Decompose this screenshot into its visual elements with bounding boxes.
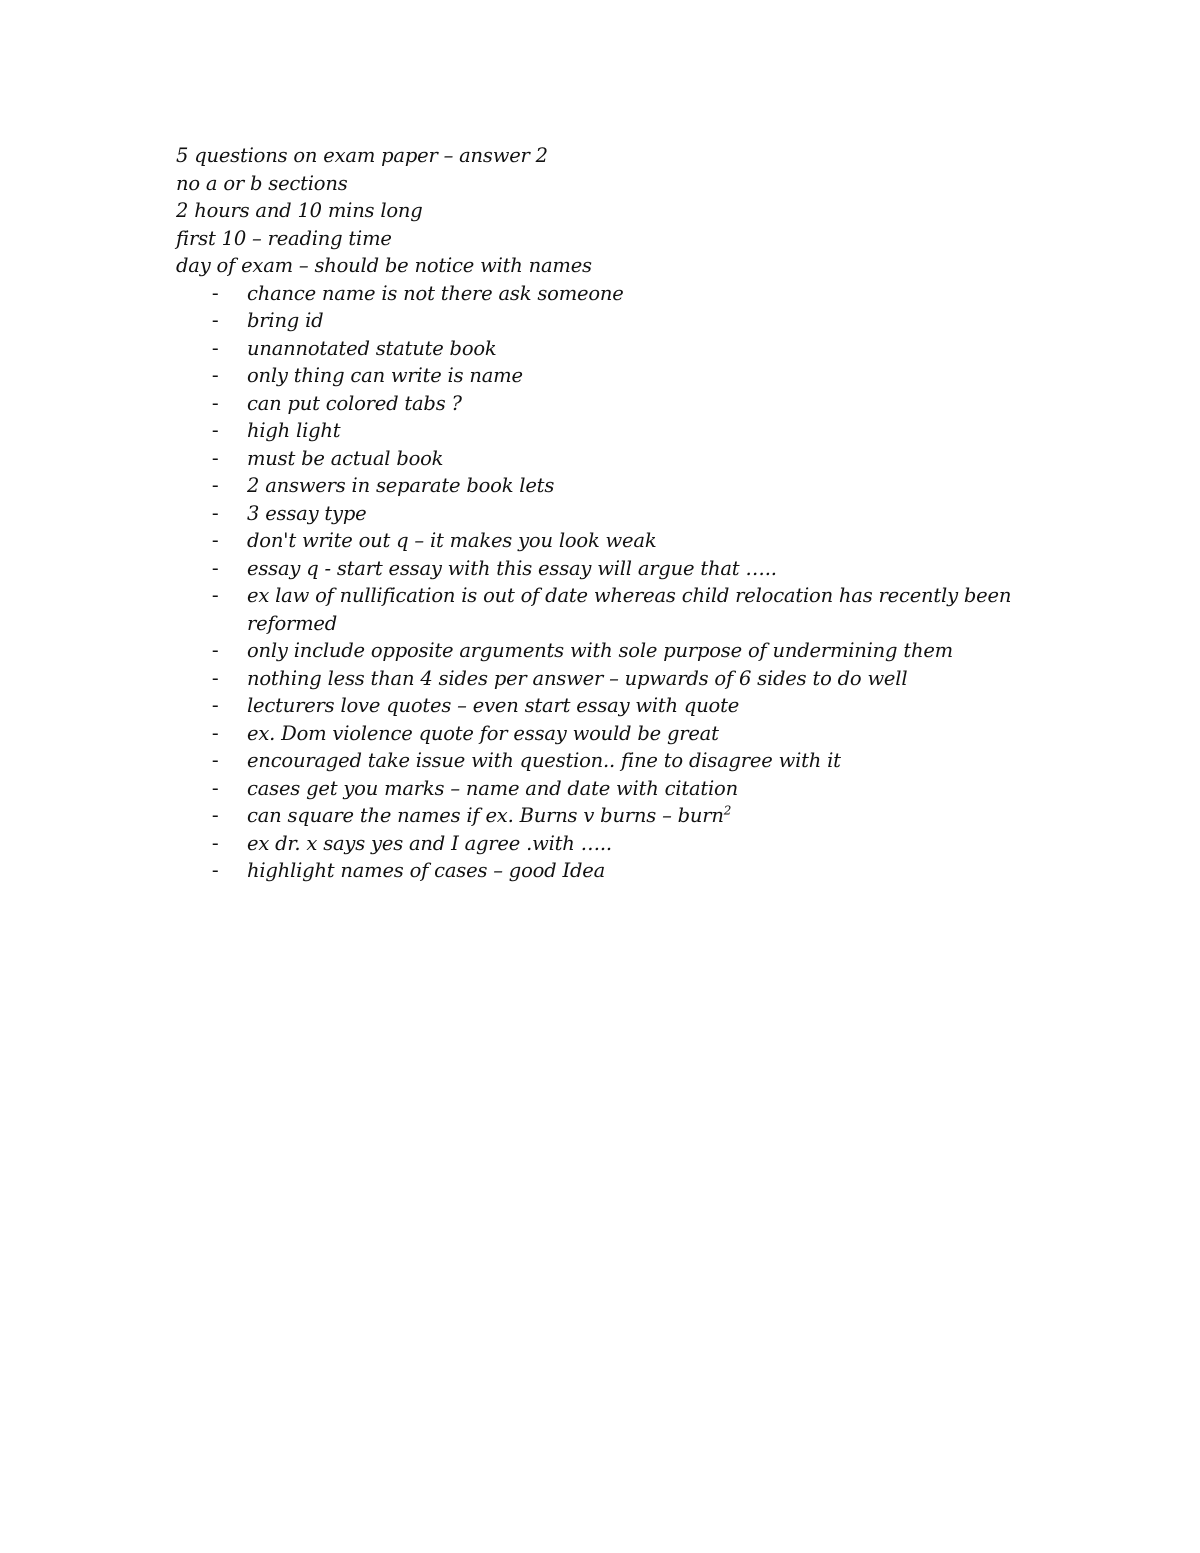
list-item-text: highlight names of cases – good Idea bbox=[247, 859, 606, 882]
list-item-text: encouraged take issue with question.. fine to disagree with it bbox=[247, 749, 841, 772]
list-item-text: 3 essay type bbox=[247, 501, 367, 525]
list-item-text: can put colored tabs ? bbox=[247, 391, 462, 415]
intro-line: day of exam – should be notice with names bbox=[176, 254, 592, 277]
intro-line: 2 hours and 10 mins long bbox=[176, 199, 423, 222]
bullet-dash: - bbox=[212, 750, 219, 771]
list-item bbox=[176, 390, 1036, 418]
bullet-dash: - bbox=[212, 585, 219, 606]
list-item bbox=[176, 362, 1036, 390]
list-item-text: ex. Dom violence quote for essay would be great bbox=[247, 721, 719, 745]
list-item-text: only thing can write is name bbox=[247, 364, 523, 387]
list-item bbox=[176, 637, 1036, 665]
list-item-text: essay q - start essay with this essay will argue that ….. bbox=[247, 556, 777, 580]
bullet-dash: - bbox=[212, 667, 219, 689]
list-item bbox=[176, 802, 1036, 830]
bullet-dash: - bbox=[212, 392, 219, 414]
list-item bbox=[176, 280, 1036, 308]
list-item bbox=[176, 582, 1036, 637]
bullet-dash: - bbox=[212, 557, 219, 579]
list-item bbox=[176, 555, 1036, 583]
bullet-dash: - bbox=[212, 337, 219, 359]
bullet-dash: - bbox=[212, 310, 219, 331]
list-item-text: don't write out q – it makes you look weak bbox=[247, 529, 657, 552]
bullet-dash: - bbox=[212, 805, 219, 826]
list-item-text: 2 answers in separate book lets bbox=[247, 474, 555, 497]
list-item bbox=[176, 417, 1036, 445]
list-item bbox=[176, 665, 1036, 693]
list-item-text: ex law of nullification is out of date whereas child relocation has recently been reformed bbox=[247, 584, 1012, 635]
bullet-dash: - bbox=[212, 640, 219, 661]
bullet-dash: - bbox=[212, 722, 219, 744]
list-item bbox=[176, 527, 1036, 555]
list-item bbox=[176, 857, 1036, 885]
list-item bbox=[176, 500, 1036, 528]
bullet-dash: - bbox=[212, 447, 219, 469]
list-item-text: nothing less than 4 sides per answer – upwards of 6 sides to do well bbox=[247, 666, 908, 690]
bullet-dash: - bbox=[212, 475, 219, 496]
bullet-dash: - bbox=[212, 420, 219, 441]
intro-line: 5 questions on exam paper – answer 2 bbox=[176, 144, 548, 167]
list-item-main-text: can square the names if ex. Burns v burns – burn bbox=[247, 804, 724, 827]
bullet-dash: - bbox=[212, 365, 219, 386]
list-item-text: only include opposite arguments with sole purpose of undermining them bbox=[247, 639, 953, 662]
list-item bbox=[176, 335, 1036, 363]
list-item bbox=[176, 307, 1036, 335]
superscript-two: 2 bbox=[723, 803, 732, 818]
list-item-text: cases get you marks – name and date with citation bbox=[247, 776, 738, 800]
list-item bbox=[176, 775, 1036, 803]
bullet-dash: - bbox=[212, 777, 219, 799]
list-item-text bbox=[247, 802, 1036, 830]
bullet-list bbox=[176, 280, 1036, 885]
intro-line: first 10 – reading time bbox=[176, 226, 392, 250]
list-item-text: unannotated statute book bbox=[247, 336, 497, 360]
list-item bbox=[176, 720, 1036, 748]
list-item bbox=[176, 472, 1036, 500]
bullet-dash: - bbox=[212, 860, 219, 881]
list-item bbox=[176, 692, 1036, 720]
list-item-text: lecturers love quotes – even start essay with quote bbox=[247, 694, 740, 717]
bullet-dash: - bbox=[212, 530, 219, 551]
list-item-text: bring id bbox=[247, 309, 324, 332]
bullet-dash: - bbox=[212, 695, 219, 716]
bullet-dash: - bbox=[212, 502, 219, 524]
bullet-dash: - bbox=[212, 282, 219, 304]
intro-line: no a or b sections bbox=[176, 171, 348, 195]
notes-body bbox=[176, 142, 1036, 885]
list-item-text: must be actual book bbox=[247, 446, 444, 470]
list-item bbox=[176, 445, 1036, 473]
list-item bbox=[176, 830, 1036, 858]
list-item-text: ex dr. x says yes and I agree .with ….. bbox=[247, 831, 612, 855]
list-item-text: high light bbox=[247, 419, 341, 442]
list-item-text: chance name is not there ask someone bbox=[247, 281, 624, 305]
list-item bbox=[176, 747, 1036, 775]
bullet-dash: - bbox=[212, 832, 219, 854]
